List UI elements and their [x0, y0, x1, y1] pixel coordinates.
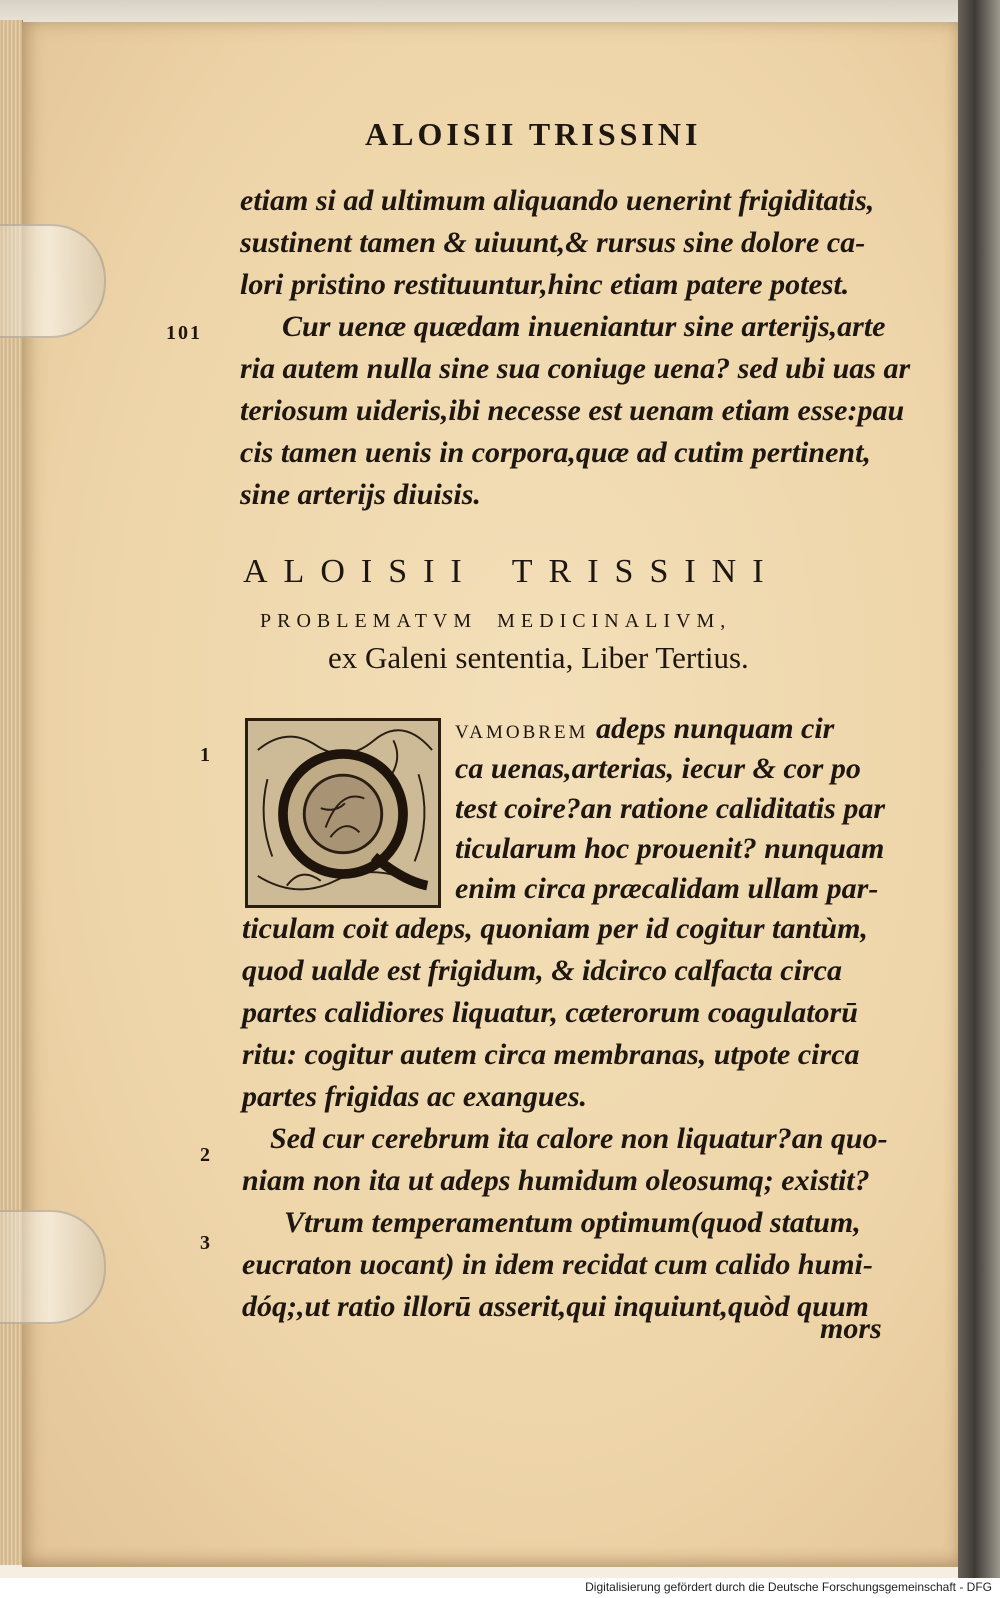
text-line: ria autem nulla sine sua coniuge uena? sed ubi uas ar: [240, 352, 911, 385]
margin-number: 1: [200, 744, 210, 766]
text-line: Sed cur cerebrum ita calore non liquatur?an quo-: [270, 1122, 888, 1155]
section-title-right: TRISSINI: [511, 553, 780, 590]
section-subtitle: [260, 610, 731, 633]
text-line: eucraton uocant) in idem recidat cum calido humi-: [242, 1248, 873, 1281]
glass-clip-top: [0, 224, 106, 338]
first-line-rest: adeps nunquam cir: [588, 712, 835, 745]
text-line: test coire?an ratione caliditatis par: [455, 792, 886, 825]
text-line: etiam si ad ultimum aliquando uenerint frigiditatis,: [240, 184, 875, 217]
text-line: ticularum hoc prouenit? nunquam: [455, 832, 885, 865]
text-line: Vtrum temperamentum optimum(quod statum,: [284, 1206, 861, 1239]
initial-caps: VAMOBREM: [455, 722, 589, 743]
text-line: quod ualde est frigidum, & idcirco calfacta circa: [242, 954, 842, 987]
glass-clip-bottom: [0, 1210, 106, 1324]
running-head: ALOISII TRISSINI: [365, 116, 702, 152]
scan-background-edge: [958, 0, 1000, 1578]
text-line: cis tamen uenis in corpora,quæ ad cutim pertinent,: [240, 436, 871, 469]
section-title: [243, 553, 780, 591]
decorated-initial-q: [245, 718, 441, 908]
text-line: ca uenas,arterias, iecur & cor po: [455, 752, 861, 785]
text-line: partes calidiores liquatur, cæterorum coagulatorū: [242, 996, 858, 1029]
margin-number: 3: [200, 1232, 210, 1254]
section-title-left: ALOISII: [243, 553, 478, 590]
text-line: sustinent tamen & uiuunt,& rursus sine dolore ca-: [240, 226, 866, 259]
catchword: mors: [820, 1312, 882, 1345]
section-subtitle-2: ex Galeni sententia, Liber Tertius.: [328, 640, 749, 675]
text-line: enim circa præcalidam ullam par-: [455, 872, 879, 905]
margin-number: 101: [166, 322, 202, 344]
text-block-1: [240, 180, 910, 516]
text-line: niam non ita ut adeps humidum oleosumq; existit?: [242, 1164, 870, 1197]
initial-woodcut-icon: [248, 721, 438, 905]
footer-credit: Digitalisierung gefördert durch die Deutsche Forschungsgemeinschaft - DFG: [585, 1580, 992, 1594]
text-line: partes frigidas ac exangues.: [242, 1080, 587, 1113]
text-block-2: [455, 708, 885, 908]
text-line: ticulam coit adeps, quoniam per id cogitur tantùm,: [242, 912, 868, 945]
text-line: [455, 708, 885, 748]
text-block-3: [242, 908, 888, 1328]
text-line: ritu: cogitur autem circa membranas, utpote circa: [242, 1038, 860, 1071]
margin-number: 2: [200, 1144, 210, 1166]
text-line: teriosum uideris,ibi necesse est uenam etiam esse:pau: [240, 394, 905, 427]
text-line: dóq;,ut ratio illorū asserit,qui inquiunt,quòd quum: [242, 1290, 869, 1323]
section-subtitle-right: MEDICINALIVM,: [497, 610, 732, 632]
footer-bar: [0, 1578, 1000, 1598]
text-line: sine arterijs diuisis.: [240, 478, 481, 511]
text-line: lori pristino restituuntur,hinc etiam patere potest.: [240, 268, 850, 301]
section-subtitle-left: PROBLEMATVM: [260, 610, 478, 632]
text-line: Cur uenæ quædam inueniantur sine arterijs,arte: [282, 310, 886, 343]
